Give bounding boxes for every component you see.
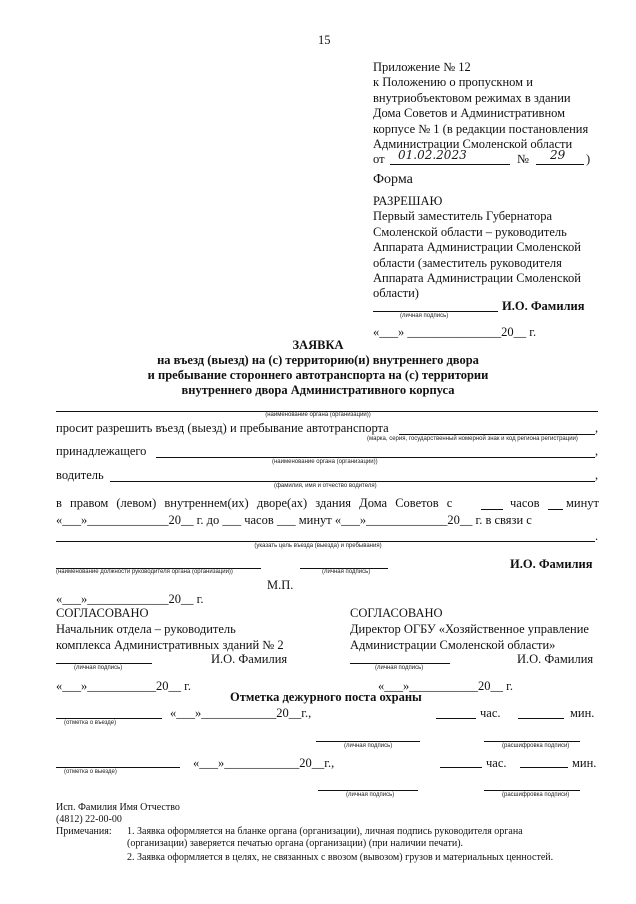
org-caption: (наименование органа (организации))	[265, 412, 371, 418]
document-subtitle-2: и пребывание стороннего автотранспорта на (с) территории	[147, 368, 489, 382]
exit-hour-label: час.	[486, 756, 507, 770]
approve-line: области)	[373, 286, 419, 301]
exit-minute-label: мин.	[572, 756, 597, 770]
appendix-closing: )	[586, 152, 591, 166]
head-date: «___»_____________20__ г.	[56, 592, 204, 606]
notes-label: Примечания:	[56, 826, 112, 837]
yard-text: в правом (левом) внутреннем(их) дворе(ах) здания Дома Советов с	[56, 496, 453, 510]
note-1-line-2: (организации) заверяется печатью органа (организации) (при наличии печати).	[127, 838, 464, 849]
approve-line: Аппарата Администрации Смоленской	[373, 240, 581, 255]
agreed-left-signature-caption: (личная подпись)	[74, 665, 123, 671]
appendix-line: Приложение № 12	[373, 60, 471, 74]
entry-decode-caption: (расшифровка подписи)	[502, 743, 570, 749]
driver-text: водитель	[56, 468, 104, 482]
agreed-left-line: Начальник отдела – руководитель	[56, 622, 236, 636]
executor: Исп. Фамилия Имя Отчество	[56, 802, 180, 813]
head-name: И.О. Фамилия	[510, 557, 593, 571]
owner-caption: (наименование органа (организации))	[272, 459, 378, 465]
security-title: Отметка дежурного поста охраны	[230, 690, 422, 704]
note-2: 2. Заявка оформляется в целях, не связанных с ввозом (вывозом) грузов и материальных ценностей.	[127, 852, 554, 863]
executor-phone: (4812) 22-00-00	[56, 814, 122, 825]
agreed-right-block	[350, 605, 589, 653]
document-subtitle-1: на въезд (выезд) на (с) территорию(и) внутреннего двора	[157, 353, 479, 367]
agreed-right-line: Администрации Смоленской области»	[350, 638, 556, 652]
note-1-line-1: 1. Заявка оформляется на бланке органа (организации), личная подпись руководителя органа	[127, 826, 523, 837]
agreed-left-block	[56, 605, 284, 653]
entry-hour-label: час.	[480, 706, 501, 720]
vehicle-caption: (марка, серия, государственный номерной знак и код региона регистрации)	[367, 436, 578, 442]
approve-line: Аппарата Администрации Смоленской	[373, 271, 581, 286]
approve-date: «___» _______________20__ г.	[373, 325, 537, 339]
agreed-left-title: СОГЛАСОВАНО	[56, 606, 149, 620]
yard-minutes: минут	[566, 496, 600, 510]
appendix-line: внутриобъектовом режимах в здании	[373, 90, 571, 105]
exit-caption: (отметка о выезде)	[64, 769, 117, 775]
agreed-left-name: И.О. Фамилия	[211, 652, 288, 666]
agreed-left-date: «___»___________20__ г.	[56, 679, 191, 693]
approve-line: области (заместитель руководителя	[373, 255, 562, 270]
appendix-block	[373, 60, 588, 152]
exit-decode-caption: (расшифровка подписи)	[502, 792, 570, 798]
document-subtitle-3: внутреннего двора Административного корпуса	[181, 383, 455, 397]
exit-date: «___»____________20__г.,	[193, 756, 335, 770]
entry-minute-label: мин.	[570, 706, 595, 720]
driver-caption: (фамилия, имя и отчество водителя)	[274, 483, 377, 489]
agreed-right-title: СОГЛАСОВАНО	[350, 606, 443, 620]
approve-line: Смоленской области – руководитель	[373, 224, 567, 239]
agreed-left-line: комплекса Административных зданий № 2	[56, 638, 284, 652]
agreed-right-date: «___»___________20__ г.	[378, 679, 513, 693]
entry-caption: (отметка о въезде)	[64, 720, 117, 726]
appendix-line: Администрации Смоленской области	[373, 137, 573, 152]
appendix-number-value: 29	[550, 148, 566, 162]
agreed-right-name: И.О. Фамилия	[517, 652, 594, 666]
appendix-date-value: 01.02.2023	[398, 148, 467, 162]
appendix-date-prefix: от	[373, 152, 385, 166]
approve-block	[373, 194, 581, 302]
appendix-line: корпусе № 1 (в редакции постановления	[373, 121, 589, 136]
position-caption: (наименование должности руководителя органа (организации))	[56, 569, 233, 575]
owner-text: принадлежащего	[56, 444, 147, 458]
exit-signature-caption: (личная подпись)	[346, 792, 395, 798]
appendix-line: к Положению о пропускном и	[373, 75, 533, 90]
page-number: 15	[318, 33, 331, 47]
head-signature-caption: (личная подпись)	[322, 569, 371, 575]
approve-line: Первый заместитель Губернатора	[373, 209, 553, 224]
document-title: ЗАЯВКА	[292, 338, 344, 352]
purpose-caption: (указать цель въезда (выезда) и пребывания)	[254, 543, 382, 549]
agreed-right-signature-caption: (личная подпись)	[375, 665, 424, 671]
vehicle-request-text: просит разрешить въезд (выезд) и пребывание автотранспорта	[56, 421, 389, 435]
entry-date: «___»____________20__г.,	[170, 706, 312, 720]
yard-hours: часов	[510, 496, 540, 510]
period-text: «___»_____________20__ г. до ___ часов ___ минут «___»_____________20__ г. в связи с	[56, 513, 532, 527]
approve-signature-caption: (личная подпись)	[400, 313, 449, 319]
approve-name: И.О. Фамилия	[502, 299, 585, 313]
entry-signature-caption: (личная подпись)	[344, 743, 393, 749]
stamp-label: М.П.	[267, 578, 294, 592]
appendix-number-sign: №	[517, 152, 529, 166]
approve-title: РАЗРЕШАЮ	[373, 194, 443, 208]
appendix-line: Дома Советов и Административном	[373, 106, 566, 121]
form-label: Форма	[373, 172, 413, 187]
agreed-right-line: Директор ОГБУ «Хозяйственное управление	[350, 622, 589, 636]
